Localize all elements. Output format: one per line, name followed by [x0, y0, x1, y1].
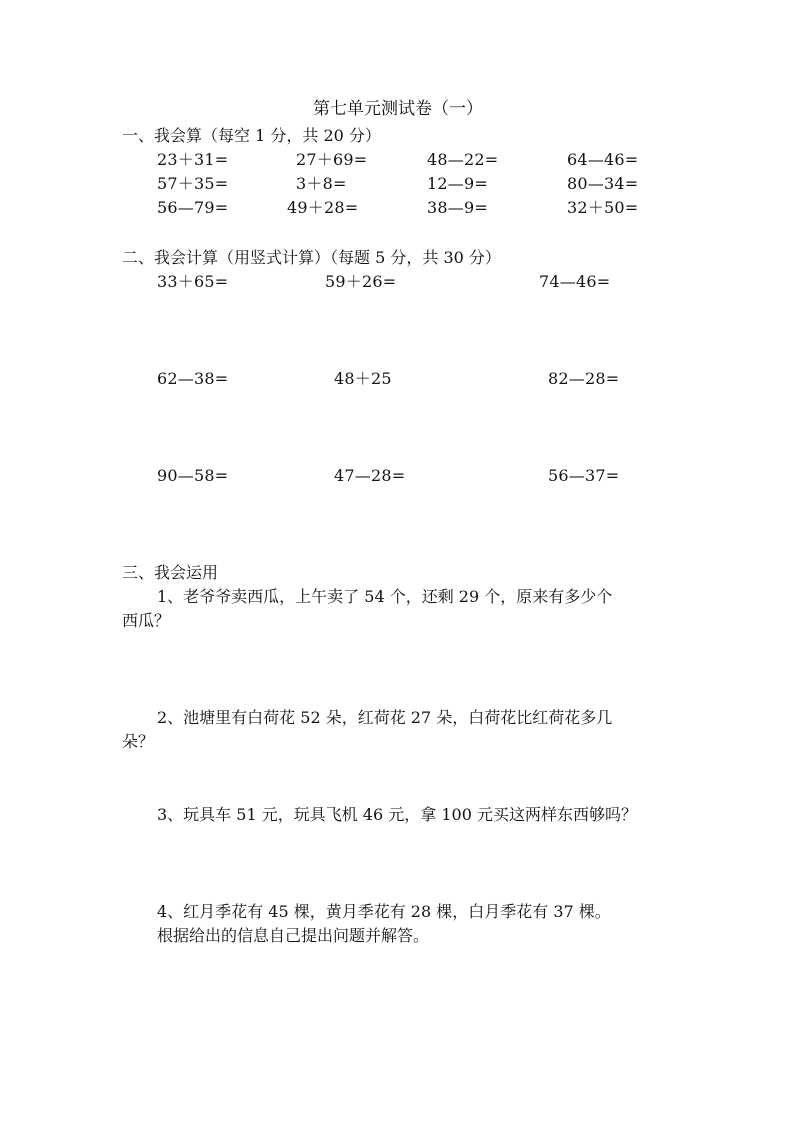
problem-1-1: 23＋31= — [157, 150, 229, 169]
vertical-calc-9: 56—37= — [548, 466, 620, 485]
vertical-calc-7: 90—58= — [157, 466, 229, 485]
vertical-calc-1: 33＋65= — [157, 272, 229, 291]
problem-1-3: 48—22= — [427, 150, 499, 169]
vertical-calc-8: 47—28= — [334, 466, 406, 485]
word-problem-2-line-1: 2、池塘里有白荷花 52 朵，红荷花 27 朵，白荷花比红荷花多几 — [157, 708, 613, 727]
word-problem-3-line-1: 3、玩具车 51 元，玩具飞机 46 元，拿 100 元买这两样东西够吗？ — [157, 805, 637, 824]
section-2-heading: 二、我会计算（用竖式计算）（每题 5 分，共 30 分） — [122, 248, 501, 267]
problem-1-4: 64—46= — [567, 150, 639, 169]
word-problem-1-line-1: 1、老爷爷卖西瓜，上午卖了 54 个，还剩 29 个，原来有多少个 — [157, 587, 613, 606]
problem-1-10: 49＋28= — [287, 198, 359, 217]
problem-1-12: 32＋50= — [567, 198, 639, 217]
problem-1-5: 57＋35= — [157, 174, 229, 193]
vertical-calc-6: 82—28= — [548, 369, 620, 388]
section-3-heading: 三、我会运用 — [122, 563, 219, 582]
problem-1-11: 38—9= — [427, 198, 488, 217]
problem-1-7: 12—9= — [427, 174, 488, 193]
problem-1-2: 27＋69= — [296, 150, 368, 169]
word-problem-4-line-1: 4、红月季花有 45 棵，黄月季花有 28 棵，白月季花有 37 棵。 — [157, 902, 611, 921]
word-problem-4-line-2: 根据给出的信息自己提出问题并解答。 — [157, 926, 430, 945]
word-problem-1-line-2: 西瓜？ — [122, 611, 171, 630]
section-1-heading: 一、我会算（每空 1 分，共 20 分） — [122, 126, 381, 145]
word-problem-2-line-2: 朵？ — [122, 732, 155, 751]
vertical-calc-5: 48＋25 — [334, 369, 392, 388]
vertical-calc-3: 74—46= — [539, 272, 611, 291]
vertical-calc-4: 62—38= — [157, 369, 229, 388]
problem-1-8: 80—34= — [567, 174, 639, 193]
page-title: 第七单元测试卷（一） — [313, 99, 483, 119]
problem-1-9: 56—79= — [157, 198, 229, 217]
problem-1-6: 3＋8= — [296, 174, 347, 193]
vertical-calc-2: 59＋26= — [325, 272, 397, 291]
